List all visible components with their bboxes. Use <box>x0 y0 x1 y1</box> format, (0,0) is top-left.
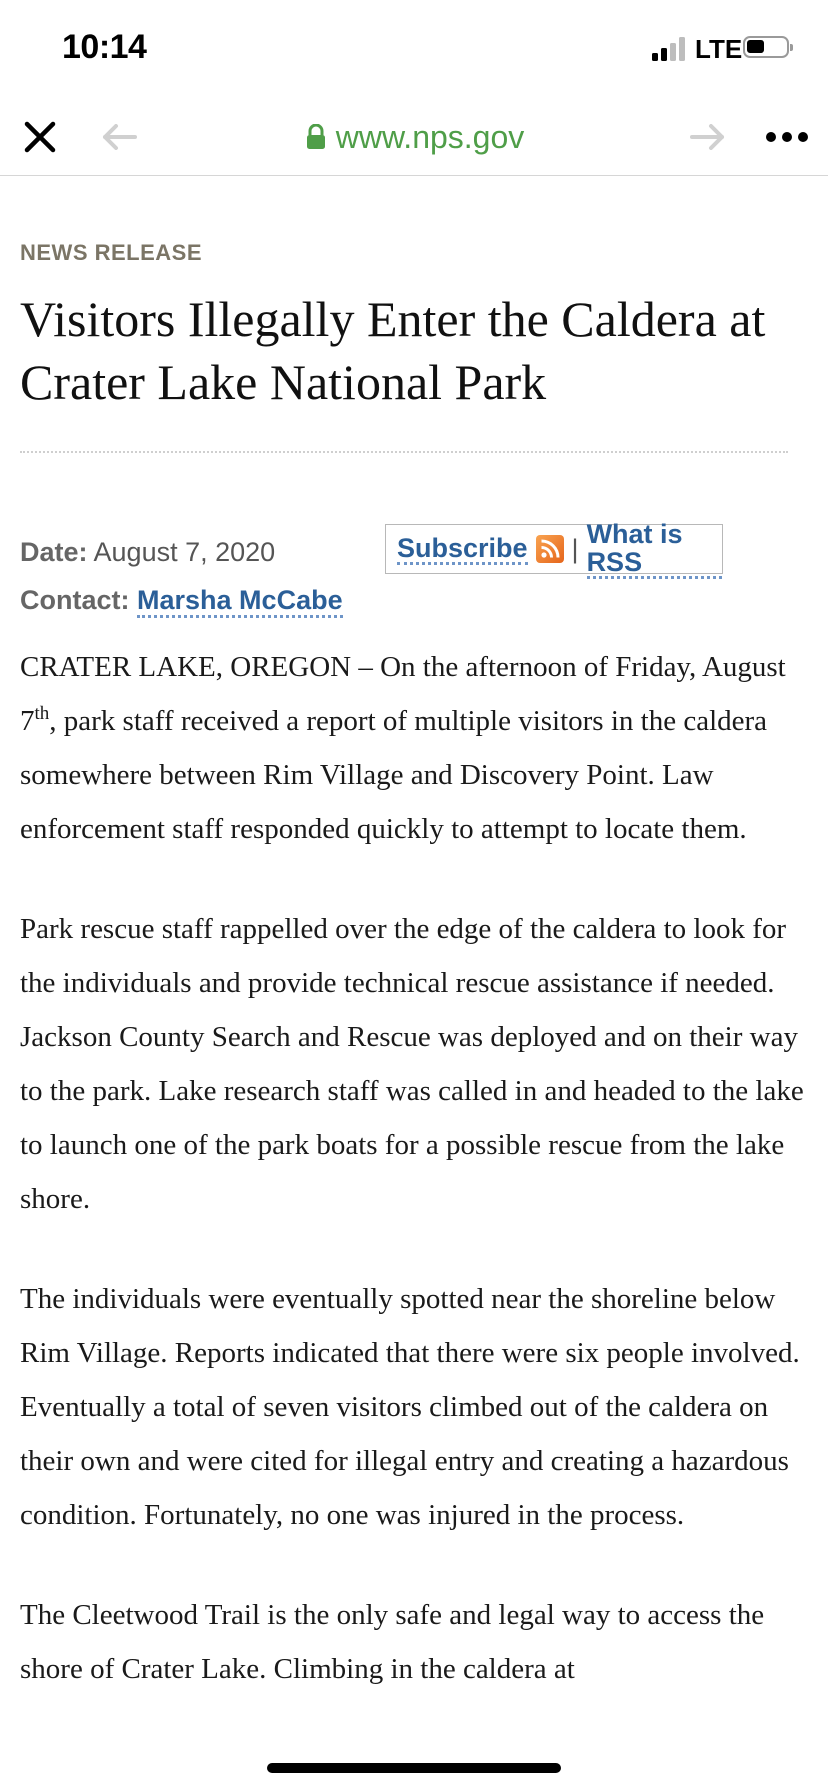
address-bar[interactable] <box>250 112 580 162</box>
article-body <box>20 640 810 1742</box>
close-icon <box>23 120 57 154</box>
more-options-button[interactable] <box>762 112 812 162</box>
date-row <box>20 528 343 576</box>
paragraph-2: Park rescue staff rappelled over the edge of the caldera to look for the individuals and provide technical rescue assistance if needed. Jackson County Search and Rescue was deployed and on their way to the park. Lake research staff was called in and headed to the lake to launch one of the park boats for a possible rescue from the lake shore. <box>20 913 804 1215</box>
divider <box>20 451 788 453</box>
rss-separator: | <box>571 533 579 564</box>
battery-level <box>747 40 764 53</box>
forward-button[interactable] <box>682 112 732 162</box>
status-bar <box>0 0 828 100</box>
subscribe-link[interactable]: Subscribe <box>397 532 528 563</box>
rss-icon[interactable] <box>536 535 564 563</box>
battery-icon <box>743 36 789 58</box>
network-type: LTE <box>695 34 743 64</box>
what-is-rss-link[interactable]: What is RSS <box>587 520 722 579</box>
rss-box <box>385 518 723 577</box>
contact-label: Contact: <box>20 585 130 615</box>
paragraph-4: The Cleetwood Trail is the only safe and legal way to access the shore of Crater Lake. Climbing in the caldera at <box>20 1599 765 1685</box>
contact-link[interactable]: Marsha McCabe <box>137 585 343 618</box>
browser-toolbar <box>0 100 828 176</box>
contact-row <box>20 576 343 624</box>
article-meta <box>20 528 343 624</box>
back-button[interactable] <box>95 112 145 162</box>
cellular-signal-icon <box>652 37 690 61</box>
date-value: August 7, 2020 <box>93 537 276 567</box>
paragraph-1: CRATER LAKE, OREGON – On the afternoon of Friday, August 7th, park staff received a report of multiple visitors in the caldera somewhere between Rim Village and Discovery Point. Law enforcement staff responded quickly to attempt to locate them. <box>20 651 786 845</box>
date-label: Date: <box>20 537 88 567</box>
forward-arrow-icon <box>689 124 725 150</box>
home-indicator[interactable] <box>267 1763 561 1773</box>
close-button[interactable] <box>15 112 65 162</box>
lock-icon <box>306 124 326 150</box>
status-time: 10:14 <box>62 28 147 66</box>
news-release-label: NEWS RELEASE <box>20 240 203 265</box>
more-icon <box>765 131 809 143</box>
article-title: Visitors Illegally Enter the Caldera at Crater Lake National Park <box>20 291 766 410</box>
url-text: www.nps.gov <box>335 118 525 155</box>
paragraph-3: The individuals were eventually spotted near the shoreline below Rim Village. Reports indicated that there were six people involved. Eventually a total of seven visitors climbed out of the caldera on their own and were cited for illegal entry and creating a hazardous condition. Fortunately, no one was injured in the process. <box>20 1283 800 1531</box>
back-arrow-icon <box>102 124 138 150</box>
